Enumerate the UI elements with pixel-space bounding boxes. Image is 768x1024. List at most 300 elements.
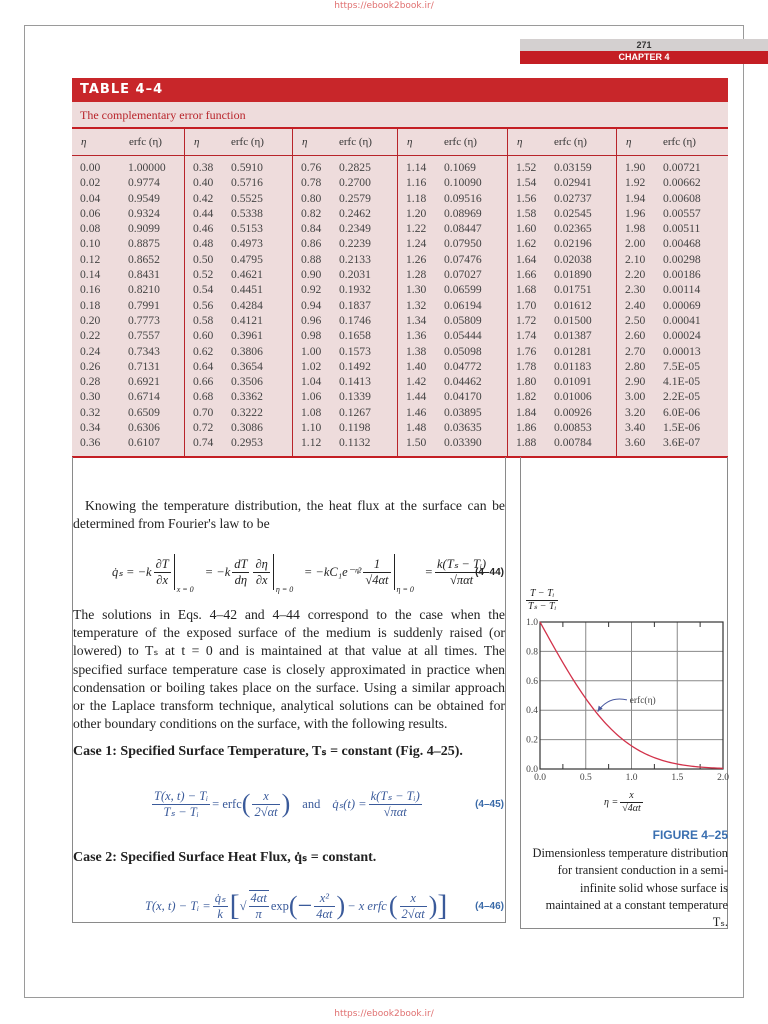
header-eta: η (81, 136, 87, 148)
eta-cell: 3.40 (625, 421, 646, 435)
table-row (293, 344, 397, 359)
eta-cell: 1.38 (406, 344, 427, 358)
table-row (72, 389, 184, 404)
eta-cell: 1.88 (516, 436, 537, 450)
erfc-cell: 0.1746 (339, 313, 371, 327)
eta-cell: 0.26 (80, 359, 101, 373)
eta-cell: 0.90 (301, 268, 322, 282)
erfc-cell: 1.00000 (128, 161, 166, 174)
erfc-cell: 0.2349 (339, 222, 371, 236)
table-row (72, 313, 184, 328)
erfc-cell: 0.5525 (231, 191, 263, 205)
table-row (185, 328, 292, 343)
erfc-cell: 0.2953 (231, 436, 263, 450)
erfc-cell: 0.2239 (339, 237, 371, 251)
figure-label: FIGURE 4–25 (652, 828, 728, 842)
header-eta: η (302, 136, 308, 148)
table-row (72, 420, 184, 435)
eta-cell: 3.20 (625, 405, 646, 419)
y-tick-label: 1.0 (526, 618, 538, 628)
eta-cell: 2.90 (625, 375, 646, 389)
table-row (185, 420, 292, 435)
eta-cell: 1.26 (406, 252, 427, 266)
eta-cell: 0.20 (80, 313, 101, 327)
erfc-cell: 0.7773 (128, 313, 160, 327)
table-row (398, 328, 507, 343)
table-row (508, 191, 616, 206)
table-header (508, 129, 616, 156)
eta-cell: 1.48 (406, 421, 427, 435)
frac-den: ∂x (156, 572, 169, 587)
frac-num: dT (234, 556, 248, 571)
table-row (398, 313, 507, 328)
eta-cell: 1.12 (301, 436, 322, 450)
table-header (293, 129, 397, 156)
table-row (72, 282, 184, 297)
frac-num: x (252, 789, 279, 805)
eta-cell: 2.70 (625, 344, 646, 358)
erfc-cell: 0.03159 (554, 161, 592, 174)
eta-cell: 0.52 (193, 268, 214, 282)
frac-num: x (400, 891, 427, 907)
table-row (185, 389, 292, 404)
erfc-cell: 0.10090 (444, 176, 482, 190)
table-row (617, 359, 728, 374)
eta-cell: 1.76 (516, 344, 537, 358)
erfc-cell: 0.00024 (663, 329, 701, 343)
frac-den: π (255, 907, 262, 921)
table-row (293, 374, 397, 389)
erfc-cell: 0.6107 (128, 436, 160, 450)
table-row (185, 252, 292, 267)
erfc-cell: 0.00114 (663, 283, 701, 297)
eq-text: exp (270, 898, 289, 913)
frac-den: √παt (449, 572, 474, 587)
header-erfc: erfc (η) (554, 136, 587, 148)
eta-cell: 1.86 (516, 421, 537, 435)
eta-cell: 0.86 (301, 237, 322, 251)
table-row (617, 328, 728, 343)
erfc-cell: 0.07950 (444, 237, 482, 251)
eta-cell: 0.82 (301, 206, 322, 220)
table-row (293, 405, 397, 420)
table-row (508, 435, 616, 450)
erfc-cell: 0.9774 (128, 176, 160, 190)
table-row (185, 236, 292, 251)
table-row (293, 236, 397, 251)
eta-cell: 0.30 (80, 390, 101, 404)
eta-cell: 0.60 (193, 329, 214, 343)
erfc-cell: 0.02545 (554, 206, 592, 220)
eta-cell: 0.18 (80, 298, 101, 312)
eta-cell: 0.16 (80, 283, 101, 297)
y-tick-label: 0.2 (526, 735, 538, 746)
table-row (72, 359, 184, 374)
table-row (398, 252, 507, 267)
eta-cell: 0.94 (301, 298, 322, 312)
table-row (508, 236, 616, 251)
eq-and: and (302, 796, 321, 811)
eta-cell: 2.10 (625, 252, 646, 266)
table-row (293, 389, 397, 404)
erfc-cell: 0.02941 (554, 176, 592, 190)
eta-cell: 0.56 (193, 298, 214, 312)
erfc-cell: 0.01890 (554, 268, 592, 282)
eta-cell: 0.00 (80, 161, 101, 174)
eta-cell: 1.46 (406, 405, 427, 419)
erfc-cell: 0.2462 (339, 206, 371, 220)
eta-cell: 0.34 (80, 421, 101, 435)
eta-cell: 1.68 (516, 283, 537, 297)
eta-cell: 1.18 (406, 191, 427, 205)
erfc-cell: 0.02737 (554, 191, 592, 205)
table-subtitle: The complementary error function (72, 102, 728, 129)
frac-num: ∂T (155, 556, 169, 571)
table-row (508, 420, 616, 435)
table-row (72, 267, 184, 282)
figure-xlabel (604, 790, 645, 815)
frac-num: k(Tₛ − Tᵢ) (436, 556, 487, 571)
table-row (293, 328, 397, 343)
table-row (398, 282, 507, 297)
table-row (398, 221, 507, 236)
frac-den: 2√αt (254, 804, 278, 819)
table-row (617, 420, 728, 435)
eta-cell: 1.22 (406, 222, 427, 236)
erfc-cell: 0.06194 (444, 298, 482, 312)
table-row (617, 252, 728, 267)
table-row (508, 389, 616, 404)
table-row (72, 435, 184, 450)
frac-num: q̇ₛ (214, 890, 226, 905)
erfc-cell: 7.5E-05 (663, 359, 701, 373)
table-row (293, 298, 397, 313)
table-row (185, 435, 292, 450)
table-row (185, 405, 292, 420)
table-row (72, 236, 184, 251)
erfc-cell: 0.06599 (444, 283, 482, 297)
erfc-cell: 0.00041 (663, 313, 701, 327)
header-erfc: erfc (η) (444, 136, 477, 148)
header-eta: η (517, 136, 523, 148)
table-row (293, 175, 397, 190)
table-header (185, 129, 292, 156)
table-row (508, 344, 616, 359)
eta-cell: 0.70 (193, 405, 214, 419)
frac-den: 4αt (316, 906, 333, 921)
table-row (617, 374, 728, 389)
table-column-group (398, 129, 508, 456)
erfc-cell: 0.1267 (339, 405, 371, 419)
eta-cell: 1.56 (516, 191, 537, 205)
xlabel-den: √4αt (622, 803, 641, 814)
table-row (508, 175, 616, 190)
table-row (398, 374, 507, 389)
table-title: TABLE 4–4 (72, 78, 728, 102)
eta-cell: 1.80 (516, 375, 537, 389)
erfc-cell: 0.8875 (128, 237, 160, 251)
table-row (293, 420, 397, 435)
table-row (72, 160, 184, 175)
header-eta: η (194, 136, 200, 148)
table-row (508, 206, 616, 221)
table-row (617, 175, 728, 190)
erfc-cell: 0.4284 (231, 298, 263, 312)
chapter-label: CHAPTER 4 (520, 51, 768, 64)
eta-cell: 1.32 (406, 298, 427, 312)
erfc-cell: 0.00784 (554, 436, 592, 450)
eta-cell: 1.54 (516, 176, 537, 190)
x-tick-label: 2.0 (717, 773, 729, 783)
erfc-cell: 0.08969 (444, 206, 482, 220)
table-row (293, 160, 397, 175)
eta-cell: 1.24 (406, 237, 427, 251)
eta-cell: 1.74 (516, 329, 537, 343)
erfc-cell: 3.6E-07 (663, 436, 701, 450)
erfc-cell: 0.00468 (663, 237, 701, 251)
table-row (185, 267, 292, 282)
eta-cell: 0.02 (80, 176, 101, 190)
table-row (72, 405, 184, 420)
eta-cell: 0.24 (80, 344, 101, 358)
erfc-cell: 0.1837 (339, 298, 371, 312)
eta-cell: 0.06 (80, 206, 101, 220)
table-row (398, 405, 507, 420)
frac-den: 2√αt (401, 906, 425, 921)
eta-cell: 1.02 (301, 359, 322, 373)
x-tick-label: 0.5 (579, 773, 592, 783)
table-row (185, 175, 292, 190)
erfc-cell: 0.9099 (128, 222, 160, 236)
erfc-cell: 0.02196 (554, 237, 592, 251)
eta-cell: 0.78 (301, 176, 322, 190)
table-row (185, 191, 292, 206)
table-row (617, 160, 728, 175)
eta-cell: 0.54 (193, 283, 214, 297)
header-erfc: erfc (η) (663, 136, 696, 148)
eta-cell: 1.30 (406, 283, 427, 297)
eq-text: T(x, t) − Tᵢ = (145, 898, 211, 913)
table-row (508, 221, 616, 236)
erfc-cell: 0.5716 (231, 176, 263, 190)
erfc-cell: 0.00662 (663, 176, 701, 190)
table-column-group (185, 129, 293, 456)
erfc-cell: 1.5E-06 (663, 421, 701, 435)
header-erfc: erfc (η) (129, 136, 162, 148)
eta-cell: 1.50 (406, 436, 427, 450)
table-row (293, 191, 397, 206)
frac-num: 1 (363, 557, 390, 573)
erfc-cell: 0.00926 (554, 405, 592, 419)
table-header (72, 129, 184, 156)
eta-cell: 1.94 (625, 191, 646, 205)
eta-cell: 1.70 (516, 298, 537, 312)
eta-cell: 1.58 (516, 206, 537, 220)
ylabel-num: T − Tᵢ (526, 588, 558, 601)
table-row (617, 405, 728, 420)
eq-text: = (424, 564, 433, 579)
eta-cell: 0.80 (301, 191, 322, 205)
frac-num: k(Tₛ − Tᵢ) (370, 788, 420, 803)
eq-text: = erfc (212, 796, 242, 811)
erfc-cell: 0.7991 (128, 298, 160, 312)
table-row (72, 374, 184, 389)
table-row (185, 374, 292, 389)
eval-sub: η = 0 (275, 585, 294, 594)
table-header (617, 129, 728, 156)
erfc-cell: 0.07476 (444, 252, 482, 266)
table-row (398, 344, 507, 359)
header-erfc: erfc (η) (231, 136, 264, 148)
table-row (293, 313, 397, 328)
table-row (185, 206, 292, 221)
table-row (293, 359, 397, 374)
y-tick-label: 0.8 (526, 647, 538, 658)
erfc-cell: 0.02365 (554, 222, 592, 236)
erfc-cell: 0.00013 (663, 344, 701, 358)
table-row (617, 282, 728, 297)
figure-caption: Dimensionless temperature distribution for transient conduction in a semi-infinite solid whose surface is maintained at a constant temperature Tₛ. (532, 846, 728, 930)
erfc-cell: 0.01183 (554, 359, 592, 373)
erfc-cell: 0.4621 (231, 268, 263, 282)
table-column-group (617, 129, 728, 456)
erfc-cell: 0.00853 (554, 421, 592, 435)
erfc-cell: 0.1413 (339, 375, 371, 389)
table-row (508, 328, 616, 343)
erfc-cell: 0.09516 (444, 191, 482, 205)
erfc-cell: 0.1658 (339, 329, 371, 343)
eta-cell: 0.66 (193, 375, 214, 389)
erfc-cell: 0.03895 (444, 405, 482, 419)
eta-cell: 1.42 (406, 375, 427, 389)
table-row (617, 298, 728, 313)
eval-bar (272, 554, 294, 594)
erfc-cell: 0.5153 (231, 222, 263, 236)
xlabel-lhs: η = (604, 797, 619, 808)
eta-cell: 2.20 (625, 268, 646, 282)
eta-cell: 0.32 (80, 405, 101, 419)
eta-cell: 1.40 (406, 359, 427, 373)
frac-den: √4αt (365, 572, 389, 587)
eta-cell: 0.42 (193, 191, 214, 205)
frac-den: k (217, 906, 223, 921)
frac-den: Tₛ − Tᵢ (163, 804, 199, 819)
table-row (398, 420, 507, 435)
erfc-cell: 0.6714 (128, 390, 160, 404)
erfc-cell: 0.7131 (128, 359, 160, 373)
eta-cell: 0.62 (193, 344, 214, 358)
table-row (398, 175, 507, 190)
eta-cell: 0.10 (80, 237, 101, 251)
erfc-cell: 0.08447 (444, 222, 482, 236)
erfc-cell: 0.7557 (128, 329, 160, 343)
erfc-cell: 0.03635 (444, 421, 482, 435)
erfc-cell: 0.9324 (128, 206, 160, 220)
table-row (72, 206, 184, 221)
eta-cell: 1.44 (406, 390, 427, 404)
erfc-cell: 0.3506 (231, 375, 263, 389)
eta-cell: 2.40 (625, 298, 646, 312)
erfc-cell: 0.2031 (339, 268, 371, 282)
table-row (508, 267, 616, 282)
eta-cell: 1.00 (301, 344, 322, 358)
equation-4-44 (112, 550, 504, 594)
table-row (398, 236, 507, 251)
x-tick-label: 1.0 (625, 773, 638, 783)
frac-den: √παt (383, 804, 407, 819)
erfc-cell: 0.04170 (444, 390, 482, 404)
watermark-top: https://ebook2book.ir/ (334, 1, 434, 11)
erfc-cell: 0.01612 (554, 298, 592, 312)
table-row (185, 344, 292, 359)
eta-cell: 3.00 (625, 390, 646, 404)
erfc-cell: 0.6921 (128, 375, 160, 389)
paragraph-solutions: The solutions in Eqs. 4–42 and 4–44 correspond to the case when the temperature of the exposed surface of the medium is suddenly raised (or lowered) to Tₛ at t = 0 and is maintained at that value at all times. The specified surface temperature case is closely approximated in practice when condensation or boiling takes place on the surface. Using a similar approach or the Laplace transform technique, analytical solutions can be obtained for other boundary conditions on the surface, with the following results. (73, 607, 505, 732)
eta-cell: 1.84 (516, 405, 537, 419)
table-row (185, 313, 292, 328)
frac-num: T(x, t) − Tᵢ (154, 788, 209, 803)
erfc-cell: 0.03390 (444, 436, 482, 450)
eta-cell: 1.66 (516, 268, 537, 282)
table-row (398, 206, 507, 221)
eval-sub: x = 0 (176, 585, 194, 594)
eta-cell: 0.46 (193, 222, 214, 236)
eq-text: q̇ₛ = −k (112, 565, 152, 579)
equation-number: (4–44) (475, 566, 504, 578)
frac-den: dη (234, 572, 248, 587)
table-row (72, 298, 184, 313)
eta-cell: 2.60 (625, 329, 646, 343)
erfc-cell: 0.01281 (554, 344, 592, 358)
erfc-cell: 0.6306 (128, 421, 160, 435)
table-row (617, 389, 728, 404)
table-row (508, 298, 616, 313)
eta-cell: 1.78 (516, 359, 537, 373)
table-row (617, 313, 728, 328)
table-row (617, 267, 728, 282)
eta-cell: 1.16 (406, 176, 427, 190)
table-row (185, 160, 292, 175)
table-row (508, 160, 616, 175)
erfc-cell: 0.4121 (231, 313, 263, 327)
eval-bar (393, 554, 414, 594)
table-row (398, 389, 507, 404)
erfc-cell: 0.3222 (231, 405, 263, 419)
erfc-cell: 0.04462 (444, 375, 482, 389)
table-row (617, 206, 728, 221)
eta-cell: 1.06 (301, 390, 322, 404)
erfc-cell: 6.0E-06 (663, 405, 701, 419)
eta-cell: 0.36 (80, 436, 101, 450)
erfc-cell: 2.2E-05 (663, 390, 701, 404)
eta-cell: 0.04 (80, 191, 101, 205)
erfc-cell: 0.3806 (231, 344, 263, 358)
eta-cell: 0.96 (301, 313, 322, 327)
eta-cell: 1.72 (516, 313, 537, 327)
erfc-cell: 0.00608 (663, 191, 701, 205)
erfc-cell: 0.01387 (554, 329, 592, 343)
eta-cell: 1.82 (516, 390, 537, 404)
table-row (72, 328, 184, 343)
erfc-cell: 0.05809 (444, 313, 482, 327)
erfc-cell: 0.00511 (663, 222, 701, 236)
watermark-bottom: https://ebook2book.ir/ (334, 1009, 434, 1019)
table-column-group (72, 129, 185, 456)
erfc-cell: 0.2133 (339, 252, 371, 266)
frac-den: ∂x (255, 572, 268, 587)
eq-text: q̇ₛ(t) = (332, 797, 367, 811)
table-row (617, 221, 728, 236)
